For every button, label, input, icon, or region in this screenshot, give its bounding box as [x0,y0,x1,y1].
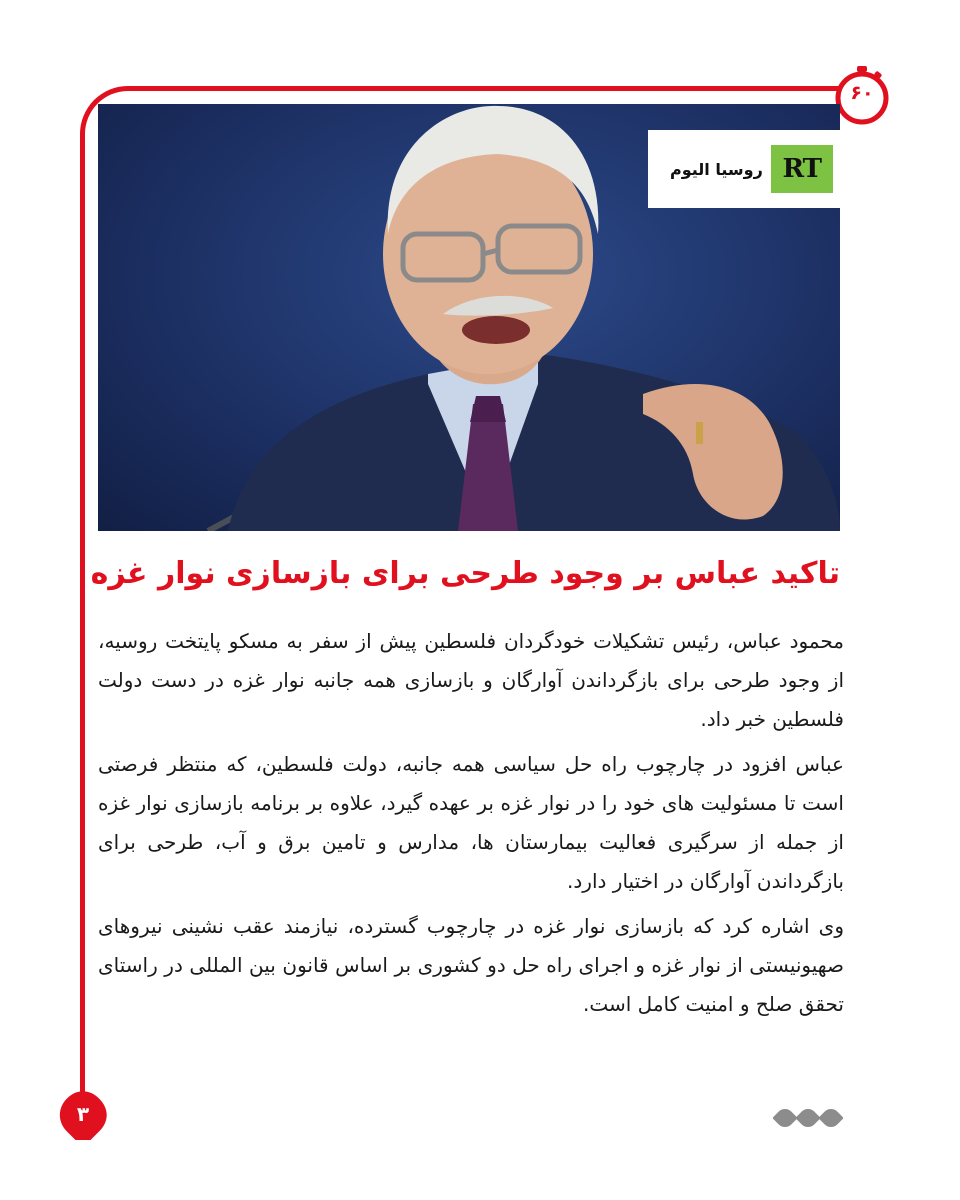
page-number: ۳ [76,1102,90,1126]
paragraph-2: عباس افزود در چارچوب راه حل سیاسی همه جانبه، دولت فلسطین، که منتظر فرصتی است تا مسئولیت های خود را در نوار غزه بر عهده گیرد، علاوه بر برنامه بازسازی نوار غزه از جمله از سرگیری فعالیت بیمارستان ها، مدارس و تامین برق و آب، طرحی برای بازگرداندن آوارگان در اختیار دارد. [98,752,844,893]
source-badge [648,130,840,208]
source-label: روسیا الیوم [670,159,763,179]
page-number-badge [58,1090,108,1140]
dot-icon [818,1105,843,1130]
logo-text: ۶۰ [850,82,874,104]
dot-icon [795,1105,820,1130]
dot-icon [772,1105,797,1130]
paragraph-1: محمود عباس، رئیس تشکیلات خودگردان فلسطین پیش از سفر به مسکو پایتخت روسیه، از وجود طرحی برای بازگرداندن آوارگان و بازسازی همه جانبه نوار غزه در دست دولت فلسطین خبر داد. [98,629,844,731]
red-frame-left [80,136,85,1106]
rt-logo: RT [771,145,833,193]
headline: تاکید عباس بر وجود طرحی برای بازسازی نوار غزه [90,556,840,591]
paragraph-3: وی اشاره کرد که بازسازی نوار غزه در چارچوب گسترده، نیازمند عقب نشینی نیروهای صهیونیستی از نوار غزه و اجرای راه حل دو کشوری بر اساس قانون بین المللی در راستای تحقق صلح و امنیت کامل است. [98,914,844,1016]
more-dots [776,1106,840,1130]
brand-logo [832,64,892,126]
article-body [98,622,844,1030]
